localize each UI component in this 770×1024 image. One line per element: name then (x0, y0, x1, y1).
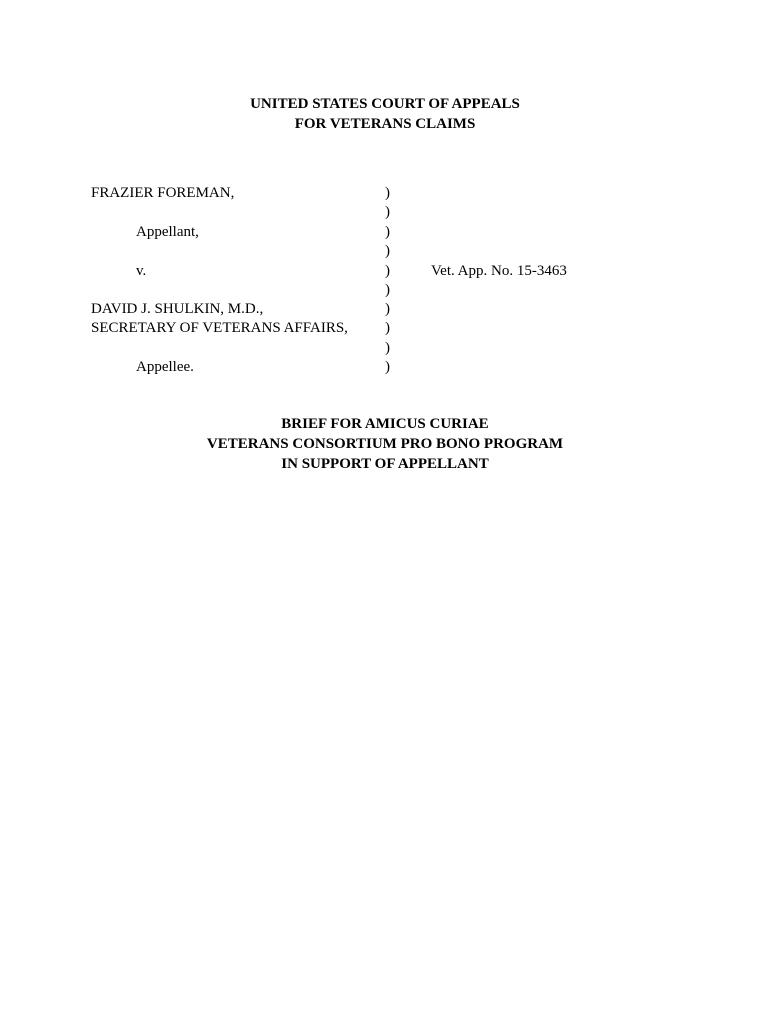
versus-label: v. (136, 263, 147, 279)
appellant-role: Appellant, (136, 224, 199, 240)
appellee-name-line2: SECRETARY OF VETERANS AFFAIRS, (91, 320, 348, 336)
caption-paren: ) (385, 204, 390, 220)
brief-title-line2: VETERANS CONSORTIUM PRO BONO PROGRAM (206, 436, 564, 452)
caption-paren: ) (385, 243, 390, 259)
caption-paren: ) (385, 185, 390, 201)
caption-paren: ) (385, 282, 390, 298)
court-name-line2: FOR VETERANS CLAIMS (294, 116, 476, 132)
caption-paren: ) (385, 224, 390, 240)
appellee-name-line1: DAVID J. SHULKIN, M.D., (91, 301, 264, 317)
caption-paren: ) (385, 320, 390, 336)
court-name-line1: UNITED STATES COURT OF APPEALS (250, 96, 520, 112)
caption-paren: ) (385, 301, 390, 317)
brief-title (0, 414, 770, 474)
brief-title-line1: BRIEF FOR AMICUS CURIAE (281, 416, 489, 432)
caption-paren: ) (385, 340, 390, 356)
brief-title-line3: IN SUPPORT OF APPELLANT (281, 456, 489, 472)
docket-number: Vet. App. No. 15-3463 (431, 263, 567, 279)
case-caption (0, 0, 770, 400)
caption-paren: ) (385, 263, 390, 279)
caption-paren: ) (385, 359, 390, 375)
appellee-role: Appellee. (136, 359, 194, 375)
appellant-name: FRAZIER FOREMAN, (91, 185, 235, 201)
